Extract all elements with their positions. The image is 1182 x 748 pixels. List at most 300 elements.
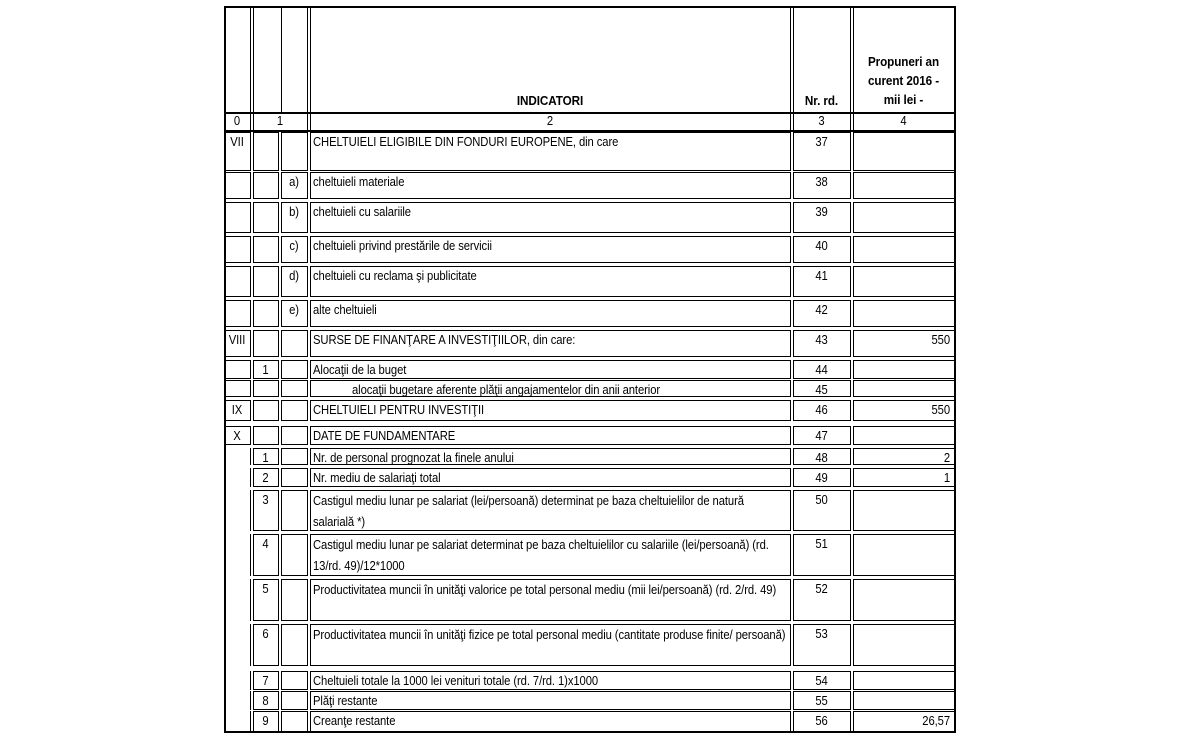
cell-rule: [307, 360, 308, 379]
row-rule: [281, 579, 307, 580]
cell-rule: [850, 360, 851, 379]
row-rule: [253, 420, 278, 421]
cell-rule: [853, 202, 854, 233]
cell-rule: [793, 132, 794, 171]
row-rule: [853, 232, 954, 233]
row-indicator: cheltuieli cu salariile: [313, 205, 411, 219]
row-rule: [793, 420, 850, 421]
row-rule: [310, 326, 790, 327]
row-rule: [224, 326, 250, 327]
row-rule: [253, 172, 278, 173]
row-rule: [253, 132, 278, 133]
cell-rule: [281, 468, 282, 487]
row-rule: [281, 198, 307, 199]
row-rule: [310, 232, 790, 233]
row-roman: X: [233, 429, 241, 443]
row-rule: [253, 575, 278, 576]
cell-rule: [253, 300, 254, 327]
cell-rule: [278, 624, 279, 666]
row-rule: [224, 172, 250, 173]
cell-rule: [250, 579, 251, 621]
row-rule: [853, 378, 954, 379]
cell-rule: [853, 468, 854, 487]
cell-rule: [307, 671, 308, 690]
cell-rule: [310, 490, 311, 531]
cell-rule: [793, 624, 794, 666]
cell-rule: [278, 236, 279, 263]
row-rule: [281, 378, 307, 379]
cell-rule: [253, 172, 254, 199]
cell-rule: [793, 360, 794, 379]
cell-rule: [310, 671, 311, 690]
cell-rule: [853, 534, 854, 576]
row-rule: [310, 356, 790, 357]
row-nr-rd: 49: [815, 471, 828, 485]
column-number: 1: [276, 114, 284, 128]
cell-rule: [793, 691, 794, 710]
cell-rule: [250, 300, 251, 327]
row-roman: VIII: [228, 333, 246, 347]
cell-rule: [850, 490, 851, 531]
row-rule: [853, 132, 954, 133]
row-number: 3: [262, 493, 269, 507]
row-rule: [253, 202, 278, 203]
row-rule: [281, 711, 307, 712]
row-rule: [281, 232, 307, 233]
row-rule: [253, 330, 278, 331]
cell-rule: [278, 132, 279, 171]
cell-rule: [250, 671, 251, 690]
row-nr-rd: 37: [815, 135, 828, 149]
row-rule: [853, 296, 954, 297]
row-rule: [281, 132, 307, 133]
cell-rule: [310, 711, 311, 732]
row-rule: [253, 232, 278, 233]
cell-rule: [281, 400, 282, 421]
row-rule: [310, 198, 790, 199]
cell-rule: [310, 400, 311, 421]
row-rule: [281, 486, 307, 487]
cell-rule: [310, 380, 311, 397]
header-propuneri: Propuneri an curent 2016 - mii lei -: [867, 54, 940, 107]
row-rule: [253, 198, 278, 199]
cell-rule: [281, 671, 282, 690]
row-indicator: Nr. de personal prognozat la finele anului: [313, 451, 514, 465]
cell-rule: [253, 426, 254, 445]
row-indicator: cheltuieli privind prestările de servicii: [313, 239, 492, 253]
cell-rule: [853, 132, 854, 171]
row-rule: [281, 400, 307, 401]
row-rule: [224, 236, 250, 237]
row-letter: b): [289, 205, 299, 219]
column-number: 3: [818, 114, 825, 128]
cell-rule: [307, 448, 308, 465]
row-rule: [853, 444, 954, 445]
cell-rule: [278, 360, 279, 379]
cell-rule: [307, 534, 308, 576]
row-indicator: SURSE DE FINANŢARE A INVESTIŢIILOR, din care:: [313, 333, 576, 347]
row-rule: [793, 326, 850, 327]
cell-rule: [310, 330, 311, 357]
row-rule: [853, 380, 954, 381]
cell-rule: [307, 579, 308, 621]
cell-rule: [250, 132, 251, 171]
row-rule: [281, 530, 307, 531]
cell-rule: [850, 236, 851, 263]
row-nr-rd: 50: [815, 493, 828, 507]
cell-rule: [278, 534, 279, 576]
row-rule: [281, 330, 307, 331]
row-nr-rd: 42: [815, 303, 828, 317]
cell-rule: [250, 172, 251, 199]
cell-rule: [853, 330, 854, 357]
cell-rule: [250, 380, 251, 397]
row-rule: [281, 671, 307, 672]
cell-rule: [790, 360, 791, 379]
cell-rule: [790, 468, 791, 487]
cell-rule: [310, 624, 311, 666]
cell-rule: [850, 330, 851, 357]
row-nr-rd: 45: [815, 383, 828, 397]
row-rule: [224, 266, 250, 267]
cell-rule: [281, 579, 282, 621]
cell-rule: [250, 691, 251, 710]
row-rule: [224, 202, 250, 203]
cell-rule: [850, 579, 851, 621]
row-rule: [310, 665, 790, 666]
row-rule: [853, 170, 954, 171]
cell-rule: [278, 711, 279, 732]
row-rule: [281, 448, 307, 449]
row-rule: [224, 356, 250, 357]
cell-rule: [250, 448, 251, 465]
cell-rule: [307, 400, 308, 421]
row-rule: [793, 170, 850, 171]
row-rule: [281, 534, 307, 535]
row-rule: [310, 420, 790, 421]
row-rule: [253, 262, 278, 263]
cell-rule: [307, 426, 308, 445]
cell-rule: [850, 711, 851, 732]
cell-rule: [853, 671, 854, 690]
header-nr-rd: Nr. rd.: [804, 93, 839, 108]
cell-rule: [307, 490, 308, 531]
cell-rule: [853, 300, 854, 327]
cell-rule: [278, 330, 279, 357]
row-number: 8: [262, 694, 269, 708]
cell-rule: [853, 360, 854, 379]
row-rule: [853, 396, 954, 397]
cell-rule: [310, 579, 311, 621]
cell-rule: [310, 202, 311, 233]
row-rule: [281, 731, 307, 732]
row-nr-rd: 39: [815, 205, 828, 219]
row-rule: [310, 620, 790, 621]
row-rule: [253, 266, 278, 267]
cell-rule: [253, 202, 254, 233]
row-nr-rd: 44: [815, 363, 828, 377]
cell-rule: [790, 711, 791, 732]
row-nr-rd: 47: [815, 429, 828, 443]
row-rule: [224, 296, 250, 297]
row-indicator: Productivitatea muncii în unităţi fizice pe total personal mediu (cantitate produse finite/ persoană): [313, 628, 786, 642]
cell-rule: [793, 172, 794, 199]
row-rule: [253, 396, 278, 397]
cell-rule: [250, 236, 251, 263]
cell-rule: [250, 266, 251, 297]
cell-rule: [278, 671, 279, 690]
cell-rule: [307, 380, 308, 397]
cell-rule: [793, 236, 794, 263]
row-nr-rd: 54: [815, 674, 828, 688]
row-rule: [224, 232, 250, 233]
row-rule: [853, 202, 954, 203]
cell-rule: [310, 426, 311, 445]
cell-rule: [250, 400, 251, 421]
row-rule: [281, 296, 307, 297]
cell-rule: [307, 691, 308, 710]
row-letter: c): [289, 239, 299, 253]
cell-rule: [793, 300, 794, 327]
cell-rule: [853, 380, 854, 397]
cell-rule: [310, 691, 311, 710]
row-indicator: Castigul mediu lunar pe salariat (lei/persoană) determinat pe baza cheltuielilor de natură salarială *): [313, 494, 744, 529]
cell-rule: [278, 468, 279, 487]
cell-rule: [278, 266, 279, 297]
cell-rule: [793, 579, 794, 621]
cell-rule: [307, 266, 308, 297]
row-rule: [281, 326, 307, 327]
row-rule: [310, 296, 790, 297]
row-rule: [853, 709, 954, 710]
row-indicator: Castigul mediu lunar pe salariat determinat pe baza cheltuielilor cu salariile (lei/persoană) (rd. 13/rd. 49)/12*1000: [313, 538, 769, 573]
cell-rule: [281, 380, 282, 397]
cell-rule: [250, 711, 251, 732]
cell-rule: [793, 202, 794, 233]
row-rule: [310, 262, 790, 263]
row-rule: [281, 624, 307, 625]
cell-rule: [853, 400, 854, 421]
row-value: 550: [931, 403, 950, 417]
row-rule: [793, 731, 850, 732]
row-rule: [253, 530, 278, 531]
row-indicator: DATE DE FUNDAMENTARE: [313, 429, 456, 443]
row-rule: [793, 296, 850, 297]
row-rule: [253, 665, 278, 666]
cell-rule: [281, 624, 282, 666]
row-nr-rd: 38: [815, 175, 828, 189]
cell-rule: [790, 400, 791, 421]
row-number: 6: [262, 627, 269, 641]
cell-rule: [253, 266, 254, 297]
cell-rule: [790, 534, 791, 576]
row-rule: [853, 356, 954, 357]
row-rule: [253, 380, 278, 381]
row-rule: [253, 296, 278, 297]
row-indicator: CHELTUIELI ELIGIBILE DIN FONDURI EUROPENE, din care: [313, 135, 619, 149]
row-rule: [310, 170, 790, 171]
cell-rule: [281, 426, 282, 445]
cell-rule: [850, 426, 851, 445]
cell-rule: [850, 380, 851, 397]
cell-rule: [790, 448, 791, 465]
row-rule: [281, 689, 307, 690]
row-rule: [281, 262, 307, 263]
cell-rule: [278, 300, 279, 327]
row-value: 26,57: [922, 714, 950, 728]
row-nr-rd: 56: [815, 714, 828, 728]
row-rule: [793, 620, 850, 621]
cell-rule: [250, 360, 251, 379]
cell-rule: [250, 468, 251, 487]
cell-rule: [853, 711, 854, 732]
cell-rule: [793, 426, 794, 445]
row-number: 1: [262, 451, 269, 465]
cell-rule: [250, 534, 251, 576]
cell-rule: [278, 490, 279, 531]
cell-rule: [793, 490, 794, 531]
cell-rule: [281, 534, 282, 576]
row-rule: [853, 575, 954, 576]
row-rule: [224, 380, 250, 381]
column-number: 4: [900, 114, 907, 128]
cell-rule: [850, 132, 851, 171]
table-border-top: [224, 6, 956, 8]
cell-rule: [790, 624, 791, 666]
cell-rule: [790, 172, 791, 199]
row-rule: [224, 262, 250, 263]
cell-rule: [853, 490, 854, 531]
cell-rule: [307, 202, 308, 233]
row-letter: d): [289, 269, 299, 283]
cell-rule: [850, 400, 851, 421]
cell-rule: [853, 426, 854, 445]
row-indicator: Productivitatea muncii în unităţi valorice pe total personal mediu (mii lei/persoană) (rd. 2/rd. 49): [313, 583, 777, 597]
row-rule: [281, 444, 307, 445]
cell-rule: [253, 132, 254, 171]
row-number: 2: [262, 471, 269, 485]
row-number: 4: [262, 537, 269, 551]
cell-rule: [281, 711, 282, 732]
row-rule: [853, 665, 954, 666]
cell-rule: [793, 330, 794, 357]
cell-rule: [853, 266, 854, 297]
row-rule: [253, 731, 278, 732]
row-rule: [224, 396, 250, 397]
row-rule: [253, 300, 278, 301]
cell-rule: [853, 624, 854, 666]
cell-rule: [253, 380, 254, 397]
cell-rule: [790, 132, 791, 171]
row-rule: [224, 420, 250, 421]
cell-rule: [278, 202, 279, 233]
row-rule: [281, 468, 307, 469]
cell-rule: [310, 236, 311, 263]
row-rule: [853, 579, 954, 580]
cell-rule: [310, 360, 311, 379]
cell-rule: [790, 691, 791, 710]
row-rule: [853, 620, 954, 621]
row-rule: [853, 198, 954, 199]
cell-rule: [250, 426, 251, 445]
row-rule: [281, 691, 307, 692]
row-indicator: CHELTUIELI PENTRU INVESTIŢII: [313, 403, 485, 417]
row-nr-rd: 40: [815, 239, 828, 253]
row-rule: [853, 360, 954, 361]
row-nr-rd: 48: [815, 451, 828, 465]
cell-rule: [278, 400, 279, 421]
cell-rule: [790, 330, 791, 357]
row-letter: e): [289, 303, 299, 317]
cell-rule: [790, 671, 791, 690]
header-rule: [281, 6, 282, 112]
row-rule: [853, 326, 954, 327]
row-rule: [281, 420, 307, 421]
cell-rule: [310, 300, 311, 327]
row-rule: [253, 326, 278, 327]
row-rule: [853, 172, 954, 173]
cell-rule: [281, 691, 282, 710]
cell-rule: [253, 236, 254, 263]
row-nr-rd: 46: [815, 403, 828, 417]
row-rule: [281, 665, 307, 666]
cell-rule: [278, 426, 279, 445]
row-rule: [853, 691, 954, 692]
row-rule: [793, 232, 850, 233]
cell-rule: [853, 579, 854, 621]
row-number: 5: [262, 582, 269, 596]
row-rule: [853, 426, 954, 427]
row-rule: [281, 396, 307, 397]
row-indicator: Creanţe restante: [313, 714, 396, 728]
cell-rule: [310, 448, 311, 465]
cell-rule: [253, 330, 254, 357]
cell-rule: [310, 534, 311, 576]
cell-rule: [850, 534, 851, 576]
row-rule: [853, 731, 954, 732]
cell-rule: [281, 360, 282, 379]
row-rule: [793, 198, 850, 199]
cell-rule: [310, 266, 311, 297]
row-rule: [793, 530, 850, 531]
cell-rule: [281, 132, 282, 171]
row-roman: IX: [231, 403, 243, 417]
cell-rule: [793, 448, 794, 465]
cell-rule: [790, 380, 791, 397]
cell-rule: [281, 448, 282, 465]
row-rule: [793, 575, 850, 576]
row-rule: [281, 170, 307, 171]
cell-rule: [278, 380, 279, 397]
row-indicator: Nr. mediu de salariaţi total: [313, 471, 441, 485]
cell-rule: [793, 400, 794, 421]
row-rule: [281, 380, 307, 381]
row-rule: [224, 198, 250, 199]
row-rule: [224, 300, 250, 301]
cell-rule: [307, 330, 308, 357]
row-rule: [224, 360, 250, 361]
cell-rule: [850, 300, 851, 327]
row-rule: [281, 709, 307, 710]
cell-rule: [850, 172, 851, 199]
row-rule: [224, 170, 250, 171]
row-indicator: alocaţii bugetare aferente plăţii angajamentelor din anii anterior: [352, 383, 661, 397]
cell-rule: [790, 300, 791, 327]
row-indicator: cheltuieli materiale: [313, 175, 405, 189]
cell-rule: [250, 490, 251, 531]
row-value: 2: [943, 451, 950, 465]
row-rule: [253, 620, 278, 621]
